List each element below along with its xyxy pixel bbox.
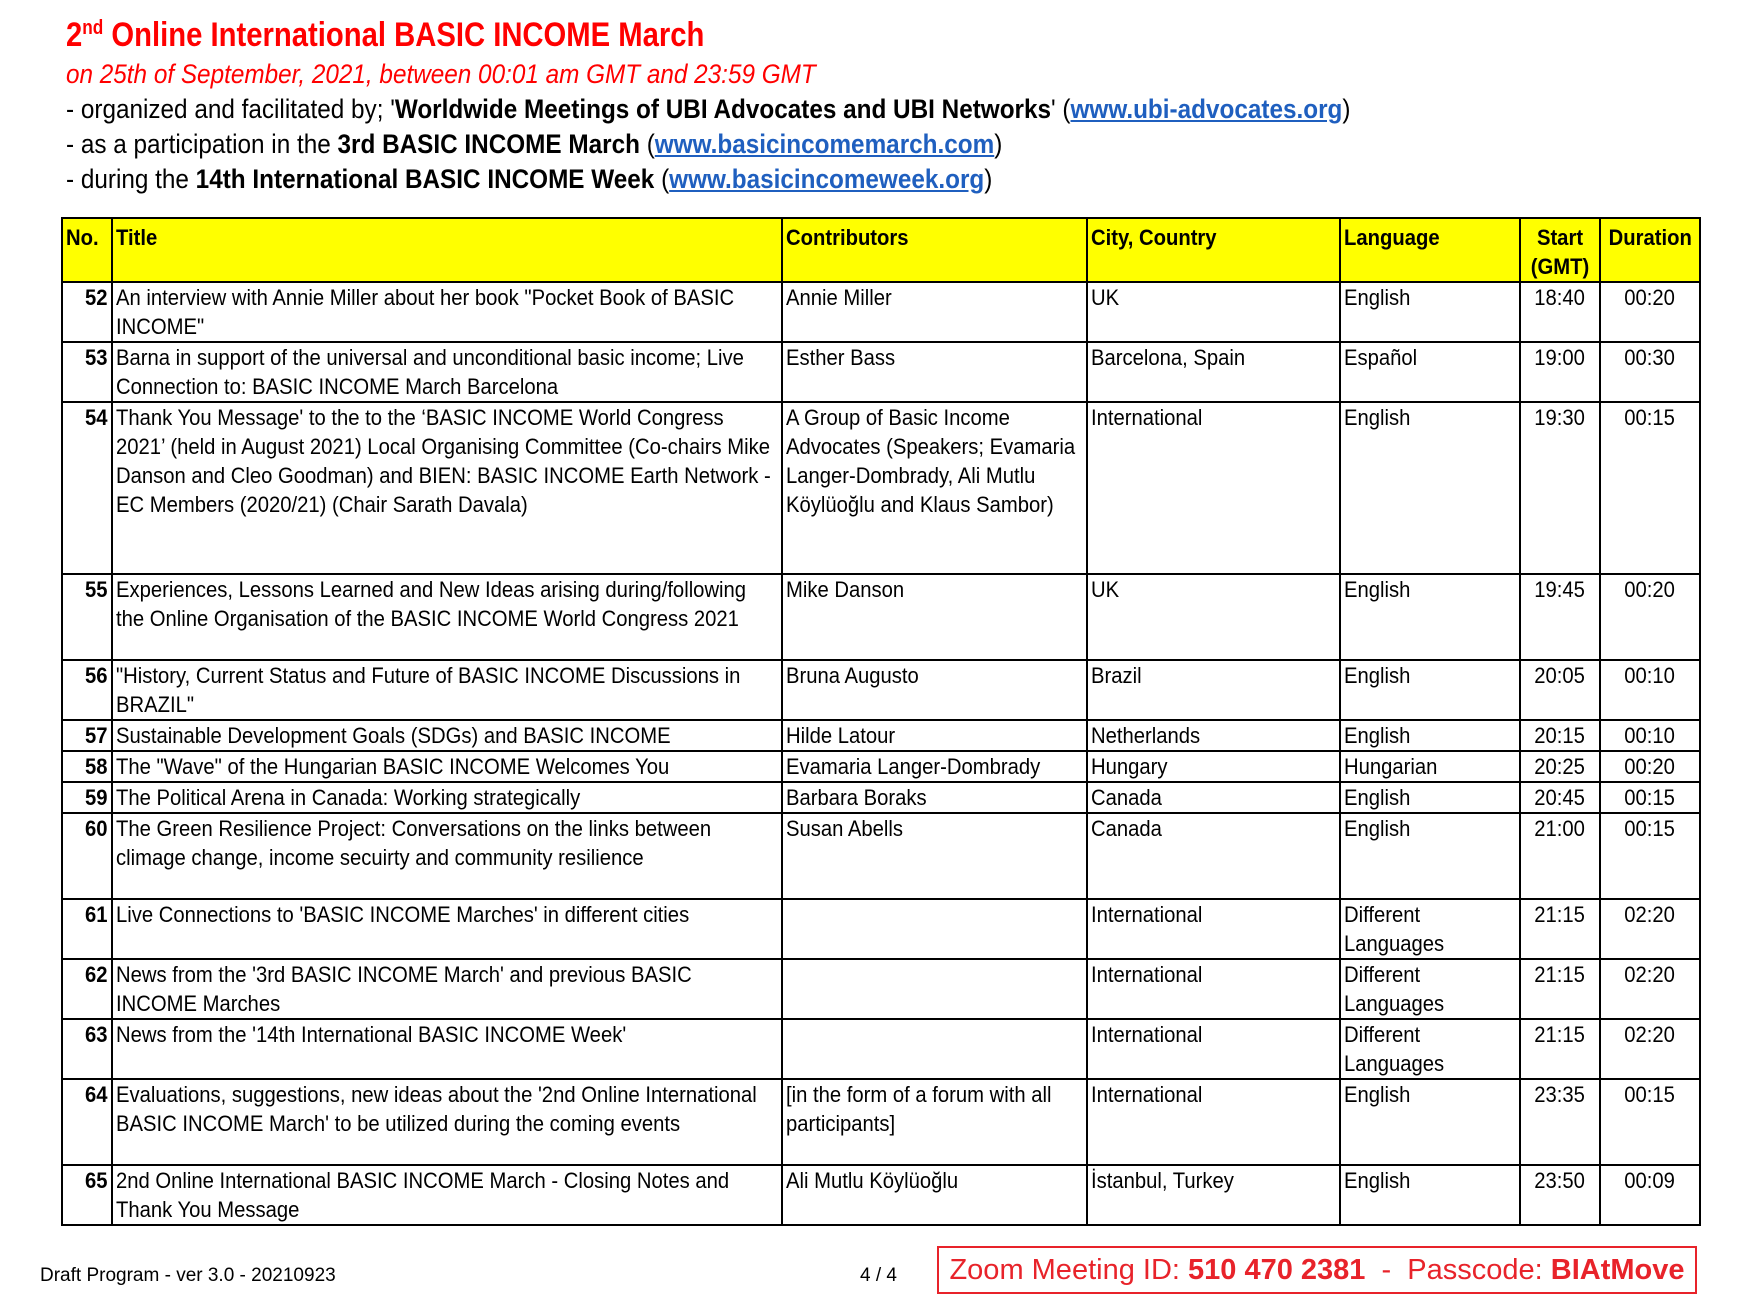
row-start: 19:00 (1520, 342, 1600, 402)
week-line: - during the 14th International BASIC INCOME Week (www.basicincomeweek.org) (66, 164, 993, 194)
table-row (62, 720, 1700, 751)
row-language: English (1340, 1165, 1520, 1225)
row-city: Canada (1087, 782, 1340, 813)
row-city: International (1087, 959, 1340, 1019)
row-start: 20:05 (1520, 660, 1600, 720)
row-title: News from the '3rd BASIC INCOME March' and previous BASIC INCOME Marches (112, 959, 782, 1019)
row-start: 23:35 (1520, 1079, 1600, 1165)
table-row (62, 282, 1700, 342)
row-language: English (1340, 1079, 1520, 1165)
table-row (62, 1019, 1700, 1079)
row-contributors: Hilde Latour (782, 720, 1087, 751)
row-contributors: Ali Mutlu Köylüoğlu (782, 1165, 1087, 1225)
row-number: 53 (62, 342, 112, 402)
row-duration: 00:15 (1600, 782, 1700, 813)
row-city: UK (1087, 574, 1340, 660)
table-header-row (62, 218, 1700, 282)
row-contributors: [in the form of a forum with all participants] (782, 1079, 1087, 1165)
row-title: News from the '14th International BASIC INCOME Week' (112, 1019, 782, 1079)
row-language: Different Languages (1340, 899, 1520, 959)
row-duration: 00:15 (1600, 402, 1700, 574)
row-language: English (1340, 574, 1520, 660)
row-contributors: A Group of Basic Income Advocates (Speakers; Evamaria Langer-Dombrady, Ali Mutlu Köylüoğlu and Klaus Sambor) (782, 402, 1087, 574)
table-row (62, 660, 1700, 720)
ubi-advocates-link[interactable]: www.ubi-advocates.org (1070, 94, 1343, 124)
row-city: Canada (1087, 813, 1340, 899)
row-start: 19:30 (1520, 402, 1600, 574)
row-number: 57 (62, 720, 112, 751)
row-start: 21:00 (1520, 813, 1600, 899)
row-city: Netherlands (1087, 720, 1340, 751)
row-contributors: Annie Miller (782, 282, 1087, 342)
row-title: Thank You Message' to the to the ‘BASIC INCOME World Congress 2021’ (held in August 2021) Local Organising Committee (Co-chairs Mike Danson and Cleo Goodman) and BIEN: BASIC INCOME Earth Network - EC Members (2020/21) (Chair Sarath Davala) (112, 402, 782, 574)
row-number: 55 (62, 574, 112, 660)
table-row (62, 1079, 1700, 1165)
row-contributors: Barbara Boraks (782, 782, 1087, 813)
table-row (62, 1165, 1700, 1225)
row-city: International (1087, 402, 1340, 574)
passcode: BIAtMove (1550, 1254, 1685, 1286)
row-start: 21:15 (1520, 1019, 1600, 1079)
row-title: Evaluations, suggestions, new ideas about the '2nd Online International BASIC INCOME March' to be utilized during the coming events (112, 1079, 782, 1165)
row-language: English (1340, 782, 1520, 813)
row-number: 65 (62, 1165, 112, 1225)
row-contributors (782, 1019, 1087, 1079)
row-title: Experiences, Lessons Learned and New Ideas arising during/following the Online Organisation of the BASIC INCOME World Congress 2021 (112, 574, 782, 660)
program-table (61, 217, 1701, 1226)
row-city: UK (1087, 282, 1340, 342)
header-contributors: Contributors (782, 218, 1087, 282)
row-language: Hungarian (1340, 751, 1520, 782)
row-number: 64 (62, 1079, 112, 1165)
row-duration: 02:20 (1600, 1019, 1700, 1079)
header-title: Title (112, 218, 782, 282)
row-number: 58 (62, 751, 112, 782)
row-language: Español (1340, 342, 1520, 402)
row-number: 60 (62, 813, 112, 899)
table-row (62, 574, 1700, 660)
row-start: 19:45 (1520, 574, 1600, 660)
row-duration: 00:10 (1600, 720, 1700, 751)
row-title: The Green Resilience Project: Conversations on the links between climage change, income secuirty and community resilience (112, 813, 782, 899)
row-number: 61 (62, 899, 112, 959)
row-title: Sustainable Development Goals (SDGs) and BASIC INCOME (112, 720, 782, 751)
table-row (62, 751, 1700, 782)
row-city: İstanbul, Turkey (1087, 1165, 1340, 1225)
row-duration: 00:20 (1600, 282, 1700, 342)
organizer-line: - organized and facilitated by; 'Worldwide Meetings of UBI Advocates and UBI Networks' (www.ubi-advocates.org) (66, 94, 1351, 124)
basicincomeweek-link[interactable]: www.basicincomeweek.org (669, 164, 985, 194)
row-contributors: Esther Bass (782, 342, 1087, 402)
header-duration: Duration (1600, 218, 1700, 282)
row-title: Barna in support of the universal and unconditional basic income; Live Connection to: BASIC INCOME March Barcelona (112, 342, 782, 402)
row-number: 56 (62, 660, 112, 720)
row-number: 62 (62, 959, 112, 1019)
row-number: 52 (62, 282, 112, 342)
table-row (62, 959, 1700, 1019)
row-duration: 00:15 (1600, 1079, 1700, 1165)
row-duration: 00:15 (1600, 813, 1700, 899)
table-row (62, 342, 1700, 402)
participation-line: - as a participation in the 3rd BASIC INCOME March (www.basicincomemarch.com) (66, 129, 1003, 159)
row-start: 23:50 (1520, 1165, 1600, 1225)
row-contributors: Bruna Augusto (782, 660, 1087, 720)
row-contributors (782, 899, 1087, 959)
page-title: 2nd Online International BASIC INCOME March (66, 16, 705, 54)
row-start: 20:15 (1520, 720, 1600, 751)
row-contributors: Mike Danson (782, 574, 1087, 660)
row-duration: 00:20 (1600, 751, 1700, 782)
row-duration: 00:30 (1600, 342, 1700, 402)
row-start: 20:45 (1520, 782, 1600, 813)
row-number: 54 (62, 402, 112, 574)
row-title: The Political Arena in Canada: Working strategically (112, 782, 782, 813)
row-city: International (1087, 1019, 1340, 1079)
row-language: English (1340, 660, 1520, 720)
row-title: "History, Current Status and Future of BASIC INCOME Discussions in BRAZIL" (112, 660, 782, 720)
draft-version: Draft Program - ver 3.0 - 20210923 (40, 1265, 336, 1286)
row-city: Barcelona, Spain (1087, 342, 1340, 402)
table-row (62, 813, 1700, 899)
row-title: Live Connections to 'BASIC INCOME Marches' in different cities (112, 899, 782, 959)
page-header (66, 14, 1706, 197)
row-language: Different Languages (1340, 959, 1520, 1019)
row-city: International (1087, 1079, 1340, 1165)
header-language: Language (1340, 218, 1520, 282)
row-title: The "Wave" of the Hungarian BASIC INCOME Welcomes You (112, 751, 782, 782)
row-duration: 00:20 (1600, 574, 1700, 660)
zoom-id: 510 470 2381 (1188, 1254, 1366, 1286)
row-title: 2nd Online International BASIC INCOME March - Closing Notes and Thank You Message (112, 1165, 782, 1225)
row-language: English (1340, 720, 1520, 751)
row-title: An interview with Annie Miller about her book "Pocket Book of BASIC INCOME" (112, 282, 782, 342)
row-language: English (1340, 813, 1520, 899)
zoom-meeting-box: Zoom Meeting ID: 510 470 2381 - Passcode: BIAtMove (937, 1246, 1697, 1294)
row-start: 20:25 (1520, 751, 1600, 782)
row-number: 59 (62, 782, 112, 813)
row-language: English (1340, 282, 1520, 342)
header-start: Start (GMT) (1520, 218, 1600, 282)
row-city: International (1087, 899, 1340, 959)
row-duration: 00:10 (1600, 660, 1700, 720)
row-start: 21:15 (1520, 959, 1600, 1019)
row-start: 18:40 (1520, 282, 1600, 342)
header-no: No. (62, 218, 112, 282)
row-start: 21:15 (1520, 899, 1600, 959)
row-number: 63 (62, 1019, 112, 1079)
table-row (62, 402, 1700, 574)
row-language: Different Languages (1340, 1019, 1520, 1079)
row-contributors: Evamaria Langer-Dombrady (782, 751, 1087, 782)
row-duration: 02:20 (1600, 899, 1700, 959)
row-duration: 00:09 (1600, 1165, 1700, 1225)
row-contributors (782, 959, 1087, 1019)
page-number: 4 / 4 (860, 1265, 897, 1286)
basicincomemarch-link[interactable]: www.basicincomemarch.com (654, 129, 995, 159)
header-city: City, Country (1087, 218, 1340, 282)
table-row (62, 899, 1700, 959)
table-row (62, 782, 1700, 813)
row-language: English (1340, 402, 1520, 574)
row-city: Hungary (1087, 751, 1340, 782)
row-contributors: Susan Abells (782, 813, 1087, 899)
page-subtitle: on 25th of September, 2021, between 00:01 am GMT and 23:59 GMT (66, 59, 816, 89)
row-city: Brazil (1087, 660, 1340, 720)
row-duration: 02:20 (1600, 959, 1700, 1019)
